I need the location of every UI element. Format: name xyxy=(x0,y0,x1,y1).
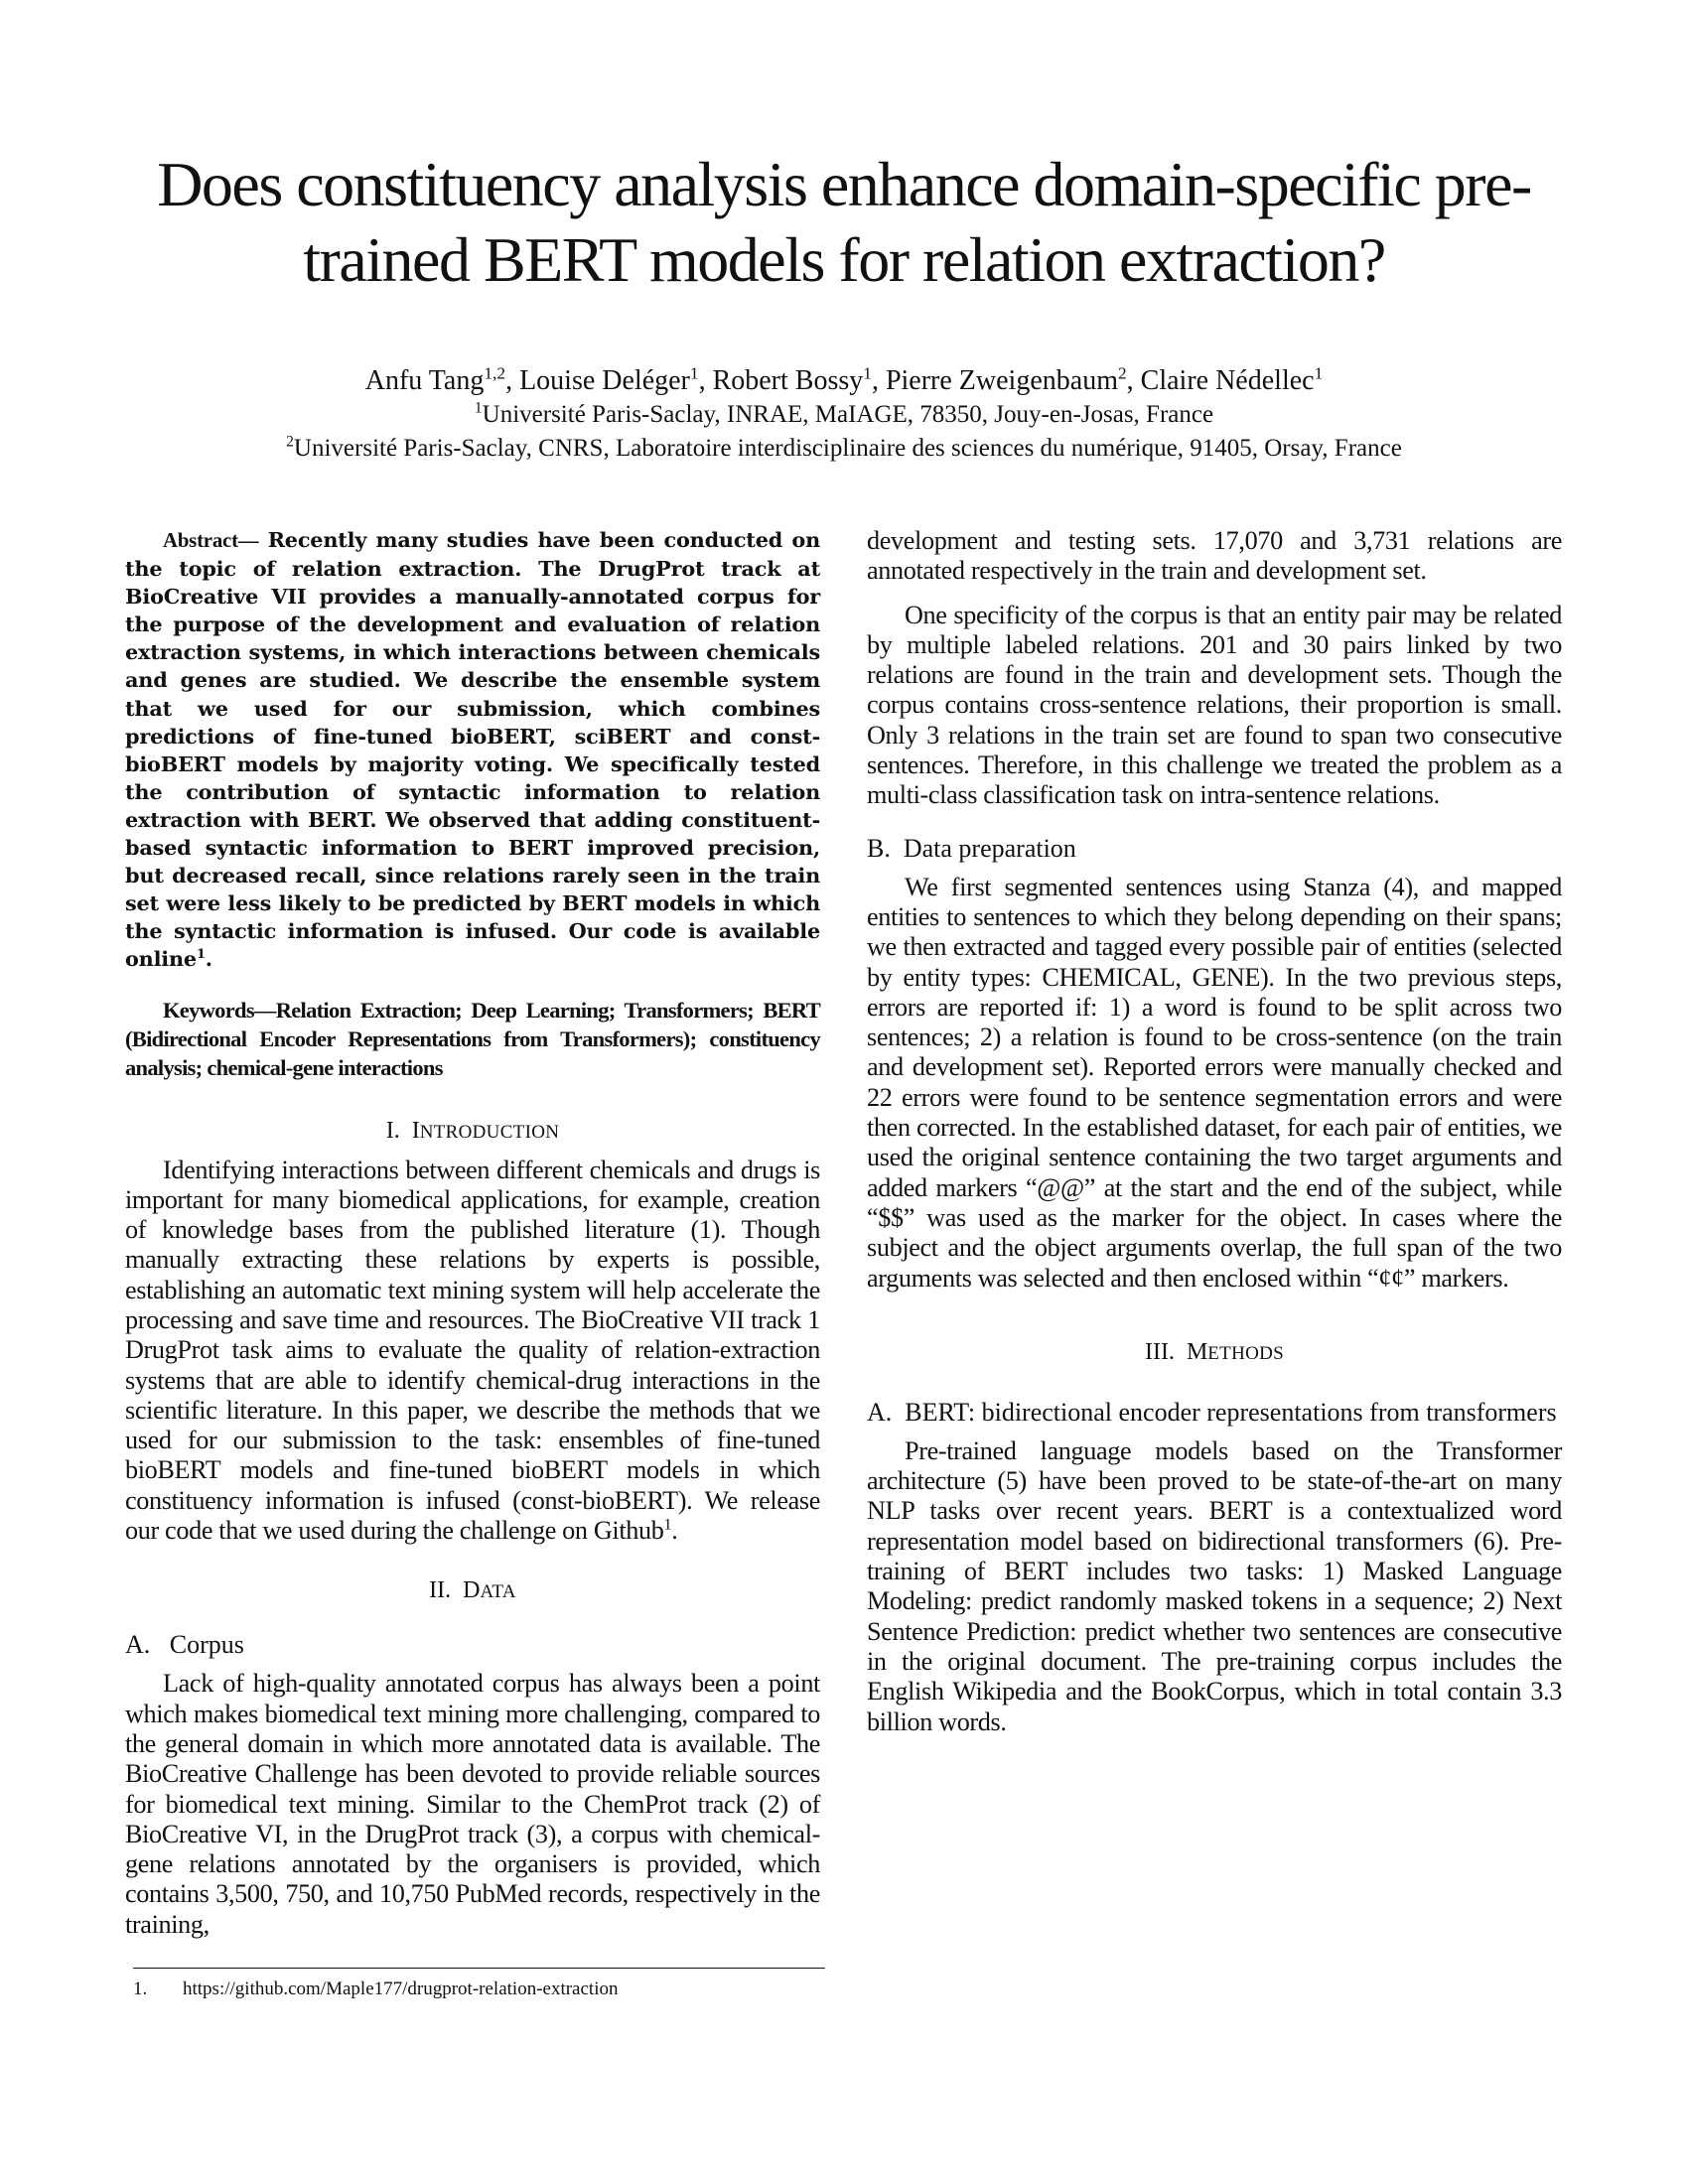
paper-title: Does constituency analysis enhance domain-specific pre-trained BERT models for relation extraction? xyxy=(157,149,1531,295)
paragraph-data-preparation: We first segmented sentences using Stanza (4), and mapped entities to sentences to which they belong depending on their spans; we then extracted and tagged every possible pair of entities (selected by entity types: CHEMICAL, GENE). In the two previous steps, errors are reported if: 1) a word is found to be split across two sentences; 2) a relation is found to be cross-sentence (on the train and development set). Reported errors were manually checked and 22 errors were found to be sentence segmentation errors and were then corrected. In the established dataset, for each pair of entities, we used the original sentence containing the two target arguments and added markers “@@” at the start and the end of the subject, while “$$” was used as the marker for the object. In cases where the subject and the object arguments overlap, the full span of the two arguments was selected and then enclosed within “¢¢” markers. xyxy=(867,872,1562,1293)
author: Louise Deléger$^1$, xyxy=(519,363,713,396)
author: Robert Bossy$^1$, xyxy=(712,363,886,396)
footnote-divider xyxy=(133,1968,825,1969)
affiliation-1: $^1$Université Paris-Saclay, INRAE, MaIAGE, 78350, Jouy-en-Josas, France xyxy=(474,399,1214,428)
paragraph-corpus: Lack of high-quality annotated corpus has always been a point which makes biomedical text mining more challenging, compared to the general domain in which more annotated data is available. The BioCreative Challenge has been devoted to provide reliable sources for biomedical text mining. Similar to the ChemProt track (2) of BioCreative VI, in the DrugProt track (3), a corpus with chemical-gene relations annotated by the organisers is provided, which contains 3,500, 750, and 10,750 PubMed records, respectively in the training, xyxy=(125,1669,820,1939)
section-heading-introduction: I. INTRODUCTION xyxy=(385,1117,560,1144)
author-list xyxy=(79,363,1609,399)
author: Claire Nédellec$^1$ xyxy=(1140,363,1324,396)
author: Anfu Tang$^{1,2}$, xyxy=(364,363,520,396)
paragraph-bert: Pre-trained language models based on the Transformer architecture (5) have been proved to be state-of-the-art on many NLP tasks over recent years. BERT is a contextualized word representation model based on bidirectional transformers (6). Pre-training of BERT includes two tasks: 1) Masked Language Modeling: predict randomly masked tokens in a sequence; 2) Next Sentence Prediction: predict whether two sentences are consecutive in the original document. The pre-training corpus includes the English Wikipedia and the BookCorpus, which in total contain 3.3 billion words. xyxy=(867,1435,1562,1736)
right-column xyxy=(867,526,1562,1751)
paragraph-introduction: Identifying interactions between different chemicals and drugs is important for many biomedical applications, for example, creation of knowledge bases from the published literature (1). Though manually extracting these relations by experts is possible, establishing an automatic text mining system will help accelerate the processing and save time and resources. The BioCreative VII track 1 DrugProt task aims to evaluate the quality of relation-extraction systems that are able to identify chemical-drug interactions in the scientific literature. In this paper, we describe the methods that we used for our submission to the task: ensembles of fine-tuned bioBERT models and fine-tuned bioBERT models in which constituency information is infused (const-bioBERT). We release our code that we used during the challenge on Github$^1$. xyxy=(125,1155,820,1546)
paragraph-corpus-continued: development and testing sets. 17,070 and 3,731 relations are annotated respectively in the train and development set. xyxy=(867,526,1562,586)
subsection-heading-corpus: A. Corpus xyxy=(125,1630,244,1660)
section-heading-methods: III. METHODS xyxy=(1144,1338,1285,1365)
abstract: Abstract— Recently many studies have been conducted on the topic of relation extraction. The DrugProt track at BioCreative VII provides a manually-annotated corpus for the purpose of the development and evaluation of relation extraction systems, in which interactions between chemicals and genes are studied. We describe the ensemble system that we used for our submission, which combines predictions of fine-tuned bioBERT, sciBERT and const-bioBERT models by majority voting. We specifically tested the contribution of syntactic information to relation extraction with BERT. We observed that adding constituent-based syntactic information to BERT improved precision, but decreased recall, since relations rarely seen in the train set were less likely to be predicted by BERT models in which the syntactic information is infused. Our code is available online$^1$. xyxy=(125,527,820,972)
footnote-link[interactable]: https://github.com/Maple177/drugprot-relation-extraction xyxy=(183,1979,619,1999)
paragraph-specificity: One specificity of the corpus is that an entity pair may be related by multiple labeled relations. 201 and 30 pairs linked by two relations are found in the train and development sets. Though the corpus contains cross-sentence relations, their proportion is small. Only 3 relations in the train set are found to span two consecutive sentences. Therefore, in this challenge we treated the problem as a multi-class classification task on intra-sentence relations. xyxy=(867,600,1562,810)
subsection-heading-bert: A. BERT: bidirectional encoder representations from transformers xyxy=(867,1397,1557,1427)
subsection-heading-data-preparation: B. Data preparation xyxy=(867,833,1076,863)
footnote: 1. https://github.com/Maple177/drugprot-relation-extraction xyxy=(133,1979,619,1999)
keywords: Keywords—Relation Extraction; Deep Learning; Transformers; BERT (Bidirectional Encoder Representations from Transformers); constituency analysis; chemical-gene interactions xyxy=(125,997,820,1080)
author: Pierre Zweigenbaum$^2$, xyxy=(885,363,1141,396)
left-column xyxy=(125,526,820,1954)
affiliation-2: $^2$Université Paris-Saclay, CNRS, Laboratoire interdisciplinaire des sciences du numérique, 91405, Orsay, France xyxy=(286,433,1402,462)
section-heading-data: II. DATA xyxy=(429,1577,516,1604)
